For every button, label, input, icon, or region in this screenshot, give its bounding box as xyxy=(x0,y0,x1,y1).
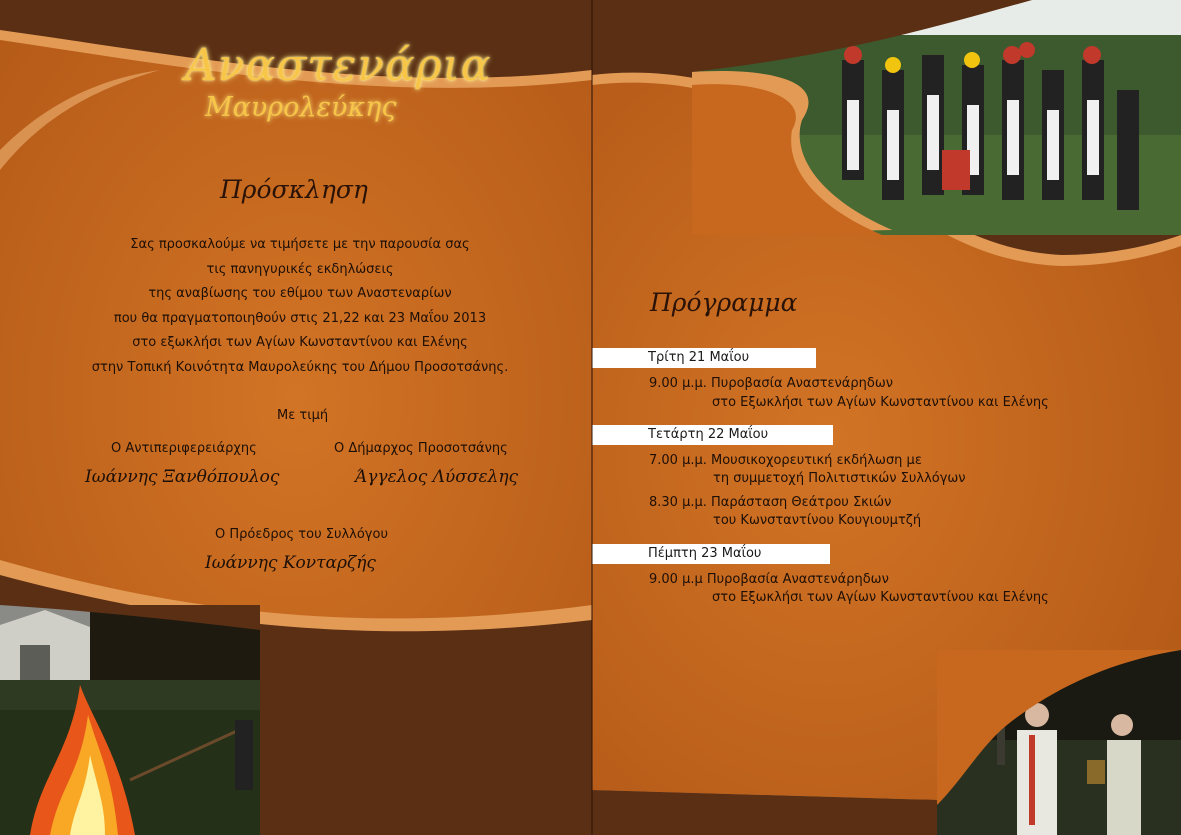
signatory-role: Ο Πρόεδρος του Συλλόγου xyxy=(215,527,388,542)
invitation-line: της αναβίωσης του εθίμου των Αναστεναρίων xyxy=(148,286,452,301)
event-line: 8.30 μ.μ. Παράσταση Θεάτρου Σκιών xyxy=(649,495,892,510)
program-heading: Πρόγραμμα xyxy=(650,288,798,317)
folk-group-photo xyxy=(692,0,1181,235)
event-line: στο Εξωκλήσι των Αγίων Κωνσταντίνου και Ελένης xyxy=(712,395,1049,410)
invitation-heading: Πρόσκληση xyxy=(220,175,368,204)
invitation-line: Σας προσκαλούμε να τιμήσετε με την παρουσία σας xyxy=(130,237,470,252)
event-line: 9.00 μ.μ Πυροβασία Αναστενάρηδων xyxy=(649,572,889,587)
day-header: Τρίτη 21 Μαΐου xyxy=(592,348,816,368)
event-line: τη συμμετοχή Πολιτιστικών Συλλόγων xyxy=(713,471,966,486)
signatory-name: Ιωάννης Κονταρζής xyxy=(205,553,376,573)
firewalkers-photo xyxy=(937,650,1181,835)
signatory-role: Ο Δήμαρχος Προσοτσάνης xyxy=(334,441,508,456)
village-title: Μαυρολεύκης xyxy=(205,92,397,123)
right-page xyxy=(592,0,1181,835)
bonfire-photo xyxy=(0,605,260,835)
event-line: του Κωνσταντίνου Κουγιουμτζή xyxy=(713,513,922,528)
invitation-line: στην Τοπική Κοινότητα Μαυρολεύκης του Δήμου Προσοτσάνης. xyxy=(91,359,509,375)
signatory-role: Ο Αντιπεριφερειάρχης xyxy=(111,441,257,456)
invitation-line: που θα πραγματοποιηθούν στις 21,22 και 23 Μαΐου 2013 xyxy=(113,310,487,326)
invitation-line: τις πανηγυρικές εκδηλώσεις xyxy=(206,261,394,277)
event-line: 7.00 μ.μ. Μουσικοχορευτική εκδήλωση με xyxy=(649,453,922,468)
invitation-text xyxy=(40,233,560,380)
center-fold xyxy=(591,0,593,835)
with-honor: Με τιμή xyxy=(277,408,329,423)
event-title: Αναστενάρια xyxy=(185,40,492,91)
invitation-line: στο εξωκλήσι των Αγίων Κωνσταντίνου και Ελένης xyxy=(132,335,468,350)
signatory-name: Άγγελος Λύσσελης xyxy=(355,467,519,487)
day-header: Τετάρτη 22 Μαΐου xyxy=(592,425,833,445)
signatory-name: Ιωάννης Ξανθόπουλος xyxy=(85,467,280,487)
event-line: στο Εξωκλήσι των Αγίων Κωνσταντίνου και Ελένης xyxy=(712,590,1049,605)
event-line: 9.00 μ.μ. Πυροβασία Αναστενάρηδων xyxy=(649,376,893,391)
day-header: Πέμπτη 23 Μαΐου xyxy=(592,544,830,564)
